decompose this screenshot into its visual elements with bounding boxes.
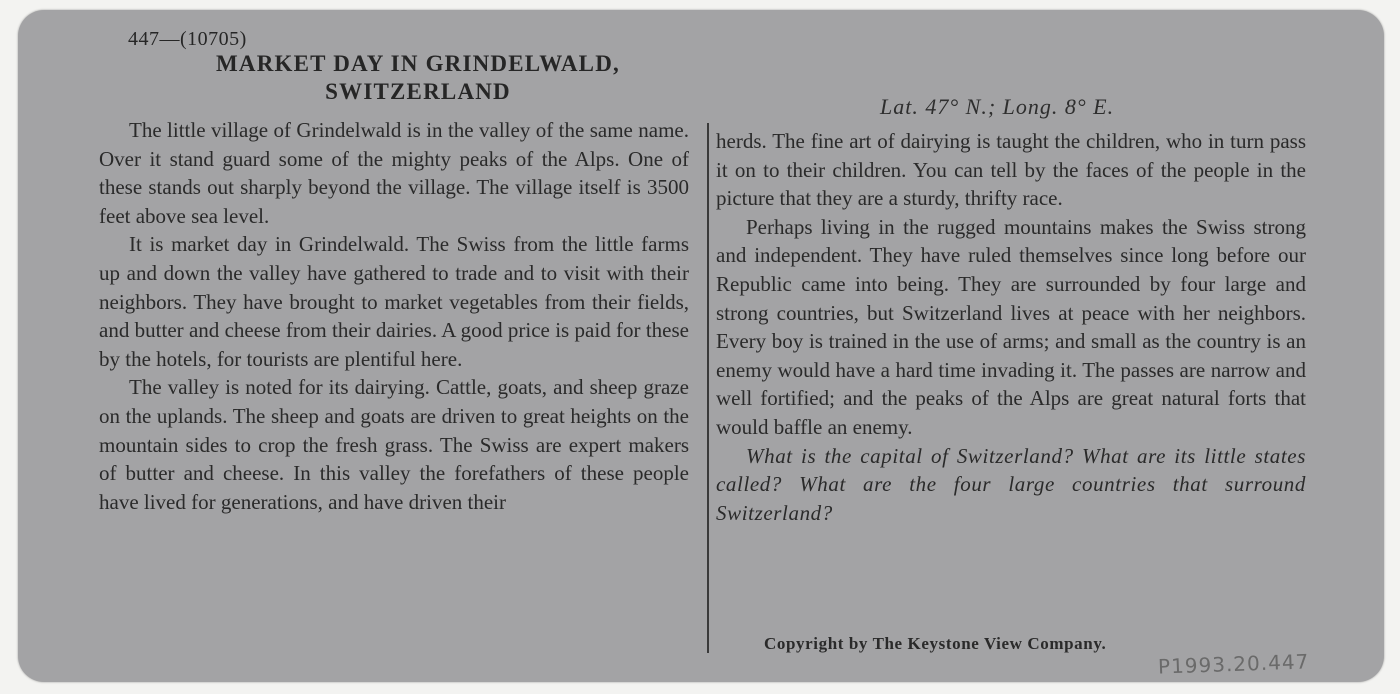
paragraph: herds. The fine art of dairying is taught the children, who in turn pass it on to their children. You can tell by the faces of the people in the picture that they are a sturdy, thrifty race. — [716, 129, 1306, 211]
title-line-1: MARKET DAY IN GRINDELWALD, — [216, 51, 620, 76]
card-number: 447—(10705) — [128, 28, 247, 50]
left-text-column — [99, 116, 689, 516]
right-text-column — [716, 127, 1306, 527]
column-divider — [707, 123, 709, 653]
paragraph: Perhaps living in the rugged mountains makes the Swiss strong and independent. They have ruled themselves since long before our Republic came into being. They are surrounded by four large and strong countries, but Switzerland lives at peace with her neighbors. Every boy is trained in the use of arms; and small as the country is an enemy would have a hard time invading it. The passes are narrow and well fortified; and the peaks of the Alps are great natural forts that would baffle an enemy. — [716, 214, 1306, 439]
card-title — [118, 50, 718, 106]
paragraph: It is market day in Grindelwald. The Swiss from the little farms up and down the valley have gathered to trade and to visit with their neighbors. They have brought to market vegetables from their fields, and butter and cheese from their dairies. A good price is paid for these by the hotels, for tourists are plentiful here. — [99, 232, 689, 371]
catalog-number: P1993.20.447 — [1157, 649, 1310, 679]
paragraph: The little village of Grindelwald is in the valley of the same name. Over it stand guard some of the mighty peaks of the Alps. One of these stands out sharply beyond the village. The village itself is 3500 feet above sea level. — [99, 118, 689, 228]
paragraph: The valley is noted for its dairying. Cattle, goats, and sheep graze on the uplands. The sheep and goats are driven to great heights on the mountain sides to crop the fresh grass. The Swiss are expert makers of butter and cheese. In this valley the forefathers of these people have lived for generations, and have driven their — [99, 375, 689, 514]
study-questions: What is the capital of Switzerland? What are its little states called? What are the four large countries that surround Switzerland? — [716, 443, 1306, 525]
title-line-2: SWITZERLAND — [325, 79, 511, 104]
copyright-notice: Copyright by The Keystone View Company. — [764, 634, 1107, 653]
coordinates-label: Lat. 47° N.; Long. 8° E. — [880, 94, 1115, 119]
